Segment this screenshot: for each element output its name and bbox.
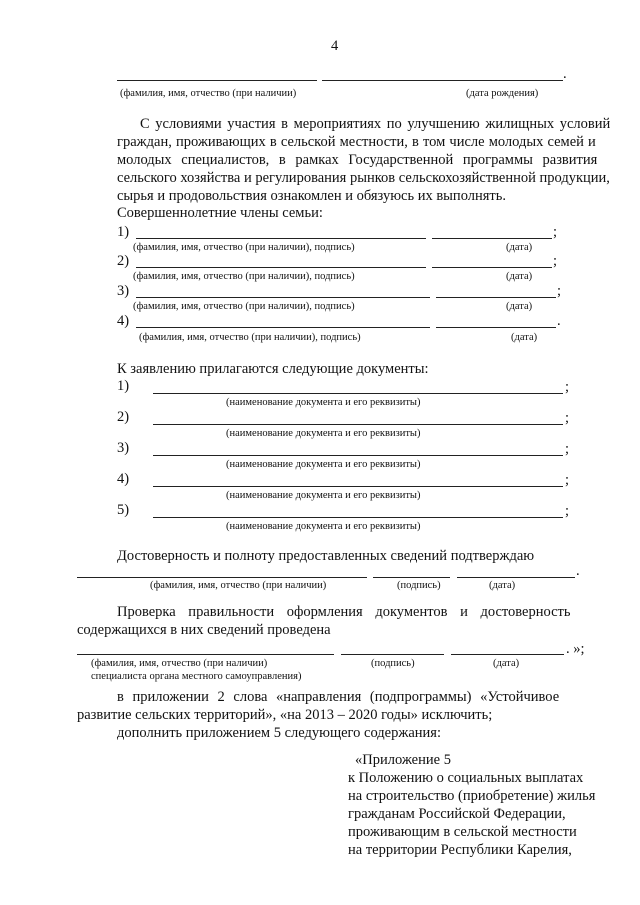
confirm-date-line[interactable] <box>457 577 575 578</box>
family-name-line[interactable] <box>136 267 426 268</box>
verify-date-caption: (дата) <box>493 658 520 669</box>
family-num: 2) <box>117 253 130 269</box>
family-name-line[interactable] <box>136 327 430 328</box>
verify-name-caption: (фамилия, имя, отчество (при наличии) <box>91 658 268 669</box>
document-num: 2) <box>117 409 130 425</box>
family-date-line[interactable] <box>432 238 552 239</box>
confirm-name-line[interactable] <box>77 577 367 578</box>
documents-title: К заявлению прилагаются следующие документы: <box>117 361 429 377</box>
document-num: 5) <box>117 502 130 518</box>
document-caption: (наименование документа и его реквизиты) <box>226 459 421 470</box>
document-line[interactable] <box>153 424 563 425</box>
document-num: 4) <box>117 471 130 487</box>
verify-date-line[interactable] <box>451 654 564 655</box>
appendix-line-5: проживающим в сельской местности <box>348 824 577 840</box>
applicant-name-caption: (фамилия, имя, отчество (при наличии) <box>120 88 297 99</box>
amend-line-2: развитие сельских территорий», «на 2013 – 2020 годы» исключить; <box>77 707 493 723</box>
document-end: ; <box>565 472 570 488</box>
consent-line-4: сельского хозяйства и регулирования рынков сельскохозяйственной продукции, <box>117 170 610 186</box>
appendix-line-1: «Приложение 5 <box>355 752 451 768</box>
family-end: ; <box>553 224 558 240</box>
document-num: 3) <box>117 440 130 456</box>
family-date-line[interactable] <box>436 327 556 328</box>
document-line[interactable] <box>153 517 563 518</box>
consent-line-5: сырья и продовольствия ознакомлен и обязуюсь их выполнять. <box>117 188 506 204</box>
document-line[interactable] <box>153 486 563 487</box>
family-end: ; <box>553 253 558 269</box>
birth-date-caption: (дата рождения) <box>466 88 539 99</box>
appendix-line-4: гражданам Российской Федерации, <box>348 806 566 822</box>
family-end: . <box>557 313 561 329</box>
family-name-caption: (фамилия, имя, отчество (при наличии), подпись) <box>133 271 355 282</box>
confirm-date-caption: (дата) <box>489 580 516 591</box>
applicant-name-line[interactable] <box>117 80 317 81</box>
amend-line-3: дополнить приложением 5 следующего содержания: <box>117 725 442 741</box>
family-name-caption: (фамилия, имя, отчество (при наличии), подпись) <box>139 332 361 343</box>
document-caption: (наименование документа и его реквизиты) <box>226 428 421 439</box>
document-end: ; <box>565 379 570 395</box>
family-name-caption: (фамилия, имя, отчество (при наличии), подпись) <box>133 301 355 312</box>
page-number: 4 <box>331 38 339 54</box>
consent-line-2: граждан, проживающих в сельской местности, в том числе молодых семей и <box>117 134 596 150</box>
document-line[interactable] <box>153 393 563 394</box>
family-end: ; <box>557 283 562 299</box>
document-line[interactable] <box>153 455 563 456</box>
confirm-sign-line[interactable] <box>373 577 450 578</box>
consent-line-3: молодых специалистов, в рамках Государственной программы развития <box>117 152 598 168</box>
document-end: ; <box>565 503 570 519</box>
document-caption: (наименование документа и его реквизиты) <box>226 397 421 408</box>
family-title: Совершеннолетние члены семьи: <box>117 205 323 221</box>
family-num: 1) <box>117 224 130 240</box>
family-date-line[interactable] <box>436 297 556 298</box>
family-date-caption: (дата) <box>511 332 538 343</box>
verify-sign-line[interactable] <box>341 654 444 655</box>
verify-end: . »; <box>566 641 585 657</box>
appendix-line-2: к Положению о социальных выплатах <box>348 770 584 786</box>
consent-line-1: С условиями участия в мероприятиях по улучшению жилищных условий <box>140 116 611 132</box>
family-name-line[interactable] <box>136 297 430 298</box>
confirm-sign-caption: (подпись) <box>397 580 441 591</box>
end-mark: . <box>563 66 567 82</box>
appendix-line-6: на территории Республики Карелия, <box>348 842 572 858</box>
document-end: ; <box>565 410 570 426</box>
confirm-text: Достоверность и полноту предоставленных сведений подтверждаю <box>117 548 535 564</box>
confirm-end: . <box>576 563 580 579</box>
family-date-caption: (дата) <box>506 301 533 312</box>
verify-sign-caption: (подпись) <box>371 658 415 669</box>
family-num: 4) <box>117 313 130 329</box>
verify-line-2: содержащихся в них сведений проведена <box>77 622 331 638</box>
appendix-line-3: на строительство (приобретение) жилья <box>348 788 596 804</box>
document-end: ; <box>565 441 570 457</box>
family-name-line[interactable] <box>136 238 426 239</box>
family-name-caption: (фамилия, имя, отчество (при наличии), подпись) <box>133 242 355 253</box>
family-num: 3) <box>117 283 130 299</box>
family-date-line[interactable] <box>432 267 552 268</box>
birth-date-line[interactable] <box>322 80 563 81</box>
document-num: 1) <box>117 378 130 394</box>
family-date-caption: (дата) <box>506 242 533 253</box>
verify-name-line[interactable] <box>77 654 334 655</box>
document-caption: (наименование документа и его реквизиты) <box>226 490 421 501</box>
verify-line-1: Проверка правильности оформления документов и достоверность <box>117 604 571 620</box>
document-caption: (наименование документа и его реквизиты) <box>226 521 421 532</box>
family-date-caption: (дата) <box>506 271 533 282</box>
confirm-name-caption: (фамилия, имя, отчество (при наличии) <box>150 580 327 591</box>
verify-name-caption-2: специалиста органа местного самоуправления) <box>91 671 302 682</box>
amend-line-1: в приложении 2 слова «направления (подпрограммы) «Устойчивое <box>117 689 560 705</box>
